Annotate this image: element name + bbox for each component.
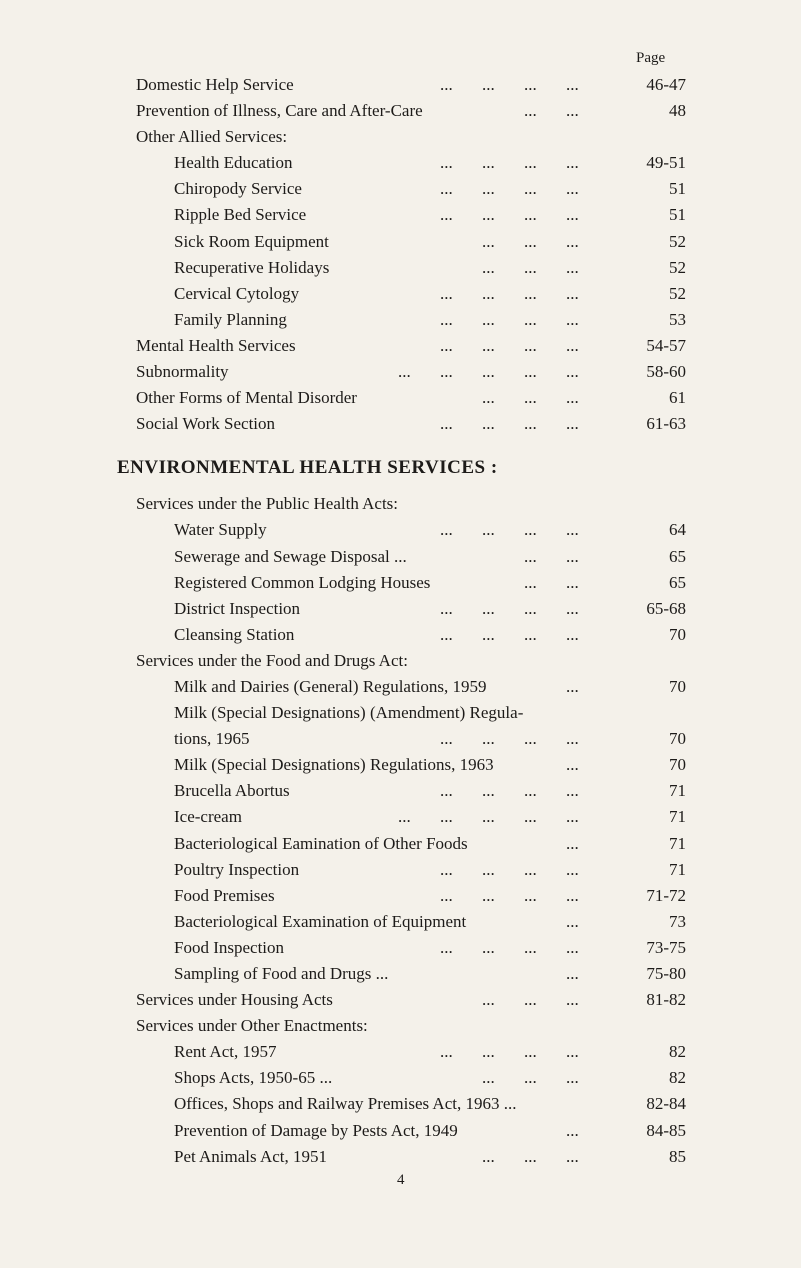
toc-entry-label: Bacteriological Eamination of Other Foods [174,833,468,853]
toc-entry-leader: ... [566,833,579,853]
toc-entry-page: 65 [669,546,686,566]
toc-entry-label: District Inspection [174,598,301,618]
toc-entry [136,1091,686,1117]
toc-entry-page: 53 [669,309,686,329]
toc-entry-label: Family Planning [174,309,287,329]
toc-entry-label: Poultry Inspection [174,859,300,879]
toc-entry [136,491,686,517]
toc-entry-label: Brucella Abortus [174,781,290,801]
toc-entry-page: 65 [669,572,686,592]
toc-entry-leader: ... ... ... [482,1068,579,1088]
toc-entry-leader: ... ... ... ... ... [398,807,579,827]
toc-entry-leader: ... ... [524,572,579,592]
toc-entry-leader: ... ... ... ... [440,624,579,644]
toc-entry-label: Water Supply [174,520,267,540]
toc-entry [136,570,686,596]
toc-entry [136,1065,686,1091]
toc-entry [136,778,686,804]
toc-entry-page: 84-85 [646,1120,686,1140]
toc-entry-page: 70 [669,676,686,696]
page-number: 4 [397,1172,405,1188]
toc-entry [136,1144,686,1170]
toc-entry-page: 82 [669,1068,686,1088]
toc-entry-page: 82 [669,1042,686,1062]
toc-entry-label: Pet Animals Act, 1951 [174,1146,327,1166]
toc-entry [136,648,686,674]
toc-entry-page: 71 [669,833,686,853]
toc-entry-label: Rent Act, 1957 [174,1042,277,1062]
toc-entry-leader: ... ... ... [482,257,579,277]
toc-entry-label: tions, 1965 [174,729,250,749]
toc-entry-label: Registered Common Lodging Houses [174,572,431,592]
section-heading: ENVIRONMENTAL HEALTH SERVICES : [117,457,498,479]
toc-entry-leader: ... ... ... ... [440,179,579,199]
toc-entry-page: 52 [669,257,686,277]
toc-entry-label: Sewerage and Sewage Disposal ... [174,546,407,566]
toc-entry [136,752,686,778]
toc-entry-leader: ... ... ... ... [440,205,579,225]
toc-entry-leader: ... ... ... ... [440,1042,579,1062]
toc-entry [136,1039,686,1065]
toc-entry [136,857,686,883]
toc-entry-label: Recuperative Holidays [174,257,330,277]
toc-entry-page: 75-80 [646,964,686,983]
toc-entry [136,1118,686,1144]
toc-entry-leader: ... ... [524,546,579,566]
toc-entry-leader: ... ... ... ... [440,520,579,540]
toc-entry-page: 61 [669,388,686,408]
toc-entry-label: Sick Room Equipment [174,231,329,251]
toc-entry [136,804,686,830]
toc-entry-label: Services under Housing Acts [136,990,333,1010]
toc-entry [136,411,686,437]
toc-entry-leader: ... ... ... ... [440,75,579,94]
toc-entry-page: 49-51 [646,153,686,173]
toc-entry-page: 46-47 [646,75,686,94]
toc-entry-page: 70 [669,624,686,644]
toc-entry-label: Offices, Shops and Railway Premises Act, 1963 ... [174,1094,517,1114]
toc-entry-label: Prevention of Illness, Care and After-Care [136,101,423,121]
toc-entry-leader: ... ... ... ... [440,598,579,618]
toc-entry-page: 54-57 [646,335,686,355]
toc-entry [136,385,686,411]
toc-entry-label: Services under the Food and Drugs Act: [136,650,408,670]
toc-entry [136,831,686,857]
toc-entry-leader: ... ... ... ... [440,153,579,173]
toc-entry-label: Milk and Dairies (General) Regulations, 1959 [174,676,487,696]
toc-entry-page: 61-63 [646,414,686,434]
toc-entry-page: 65-68 [646,598,686,618]
toc-entry-leader: ... ... ... ... [440,283,579,303]
toc-entry-leader: ... ... ... ... [440,414,579,434]
toc-entry-label: Sampling of Food and Drugs ... [174,964,389,983]
toc-entry-label: Milk (Special Designations) (Amendment) Regula- [174,703,524,723]
toc-entry-label: Milk (Special Designations) Regulations, 1963 [174,755,494,775]
toc-entry-page: 51 [669,205,686,225]
toc-entry [136,883,686,909]
toc-entry [136,176,686,202]
toc-entry-leader: ... [566,676,579,696]
toc-entry-leader: ... [566,911,579,931]
toc-entry [136,726,686,752]
toc-entry-label: Health Education [174,153,293,173]
toc-entry [136,359,686,385]
table-of-contents [117,72,686,1170]
toc-entry-label: Domestic Help Service [136,75,294,94]
toc-entry-leader: ... ... ... ... [440,335,579,355]
toc-entry-leader: ... ... ... ... ... [398,362,579,382]
toc-entry [136,281,686,307]
toc-entry [136,202,686,228]
toc-entry-leader: ... ... ... ... [440,859,579,879]
toc-entry-label: Social Work Section [136,414,276,434]
toc-entry-leader: ... ... ... [482,1146,579,1166]
toc-entry [136,98,686,124]
toc-entry-leader: ... [566,755,579,775]
toc-entry-label: Subnormality [136,362,229,382]
toc-entry-leader: ... ... ... ... [440,885,579,905]
toc-entry-page: 71 [669,781,686,801]
health-services-list [136,72,686,437]
environmental-services-list [136,491,686,1169]
toc-entry-leader: ... ... ... [482,990,579,1010]
toc-entry-label: Chiropody Service [174,179,302,199]
toc-entry [136,150,686,176]
toc-entry [136,229,686,255]
toc-entry-page: 48 [669,101,686,121]
toc-entry-label: Food Premises [174,885,275,905]
toc-entry [136,700,686,726]
toc-entry-label: Food Inspection [174,937,285,957]
toc-entry-page: 82-84 [646,1094,686,1114]
toc-entry-label: Ripple Bed Service [174,205,307,225]
page-column-header: Page [636,50,666,66]
toc-entry-page: 81-82 [646,990,686,1010]
toc-entry-page: 71-72 [646,885,686,905]
toc-entry-leader: ... [566,1120,579,1140]
toc-entry-page: 73 [669,911,686,931]
toc-entry-label: Ice-cream [174,807,242,827]
toc-entry-label: Prevention of Damage by Pests Act, 1949 [174,1120,458,1140]
toc-entry-leader: ... ... ... ... [440,781,579,801]
toc-entry-page: 70 [669,755,686,775]
toc-entry-label: Other Forms of Mental Disorder [136,388,357,408]
toc-entry-page: 85 [669,1146,686,1166]
toc-entry [136,596,686,622]
toc-entry [136,124,686,150]
toc-entry-leader: ... [566,964,579,983]
toc-entry-leader: ... ... [524,101,579,121]
toc-entry-label: Services under Other Enactments: [136,1016,368,1036]
toc-entry-page: 52 [669,231,686,251]
toc-entry-page: 58-60 [646,362,686,382]
toc-entry-page: 71 [669,807,686,827]
toc-entry [136,674,686,700]
toc-entry [136,622,686,648]
toc-entry [136,255,686,281]
toc-entry-page: 52 [669,283,686,303]
toc-entry [136,307,686,333]
toc-entry-label: Cervical Cytology [174,283,300,303]
toc-entry-page: 64 [669,520,686,540]
toc-entry [136,1013,686,1039]
toc-entry-leader: ... ... ... [482,231,579,251]
toc-entry-leader: ... ... ... ... [440,309,579,329]
toc-entry-label: Bacteriological Examination of Equipment [174,911,467,931]
toc-entry-leader: ... ... ... ... [440,937,579,957]
toc-entry [136,909,686,935]
toc-entry [136,935,686,961]
toc-entry-label: Other Allied Services: [136,127,288,147]
toc-entry-page: 71 [669,859,686,879]
toc-entry-page: 73-75 [646,937,686,957]
toc-entry [136,333,686,359]
toc-entry [136,544,686,570]
toc-entry-label: Shops Acts, 1950-65 ... [174,1068,333,1088]
toc-entry-leader: ... ... ... ... [440,729,579,749]
toc-entry-label: Mental Health Services [136,335,296,355]
toc-entry-leader: ... ... ... [482,388,579,408]
toc-entry [136,961,686,987]
toc-entry [136,517,686,543]
toc-entry-label: Cleansing Station [174,624,295,644]
toc-entry [136,72,686,98]
toc-entry-page: 51 [669,179,686,199]
toc-entry-page: 70 [669,729,686,749]
toc-entry [136,987,686,1013]
toc-entry-label: Services under the Public Health Acts: [136,494,399,514]
